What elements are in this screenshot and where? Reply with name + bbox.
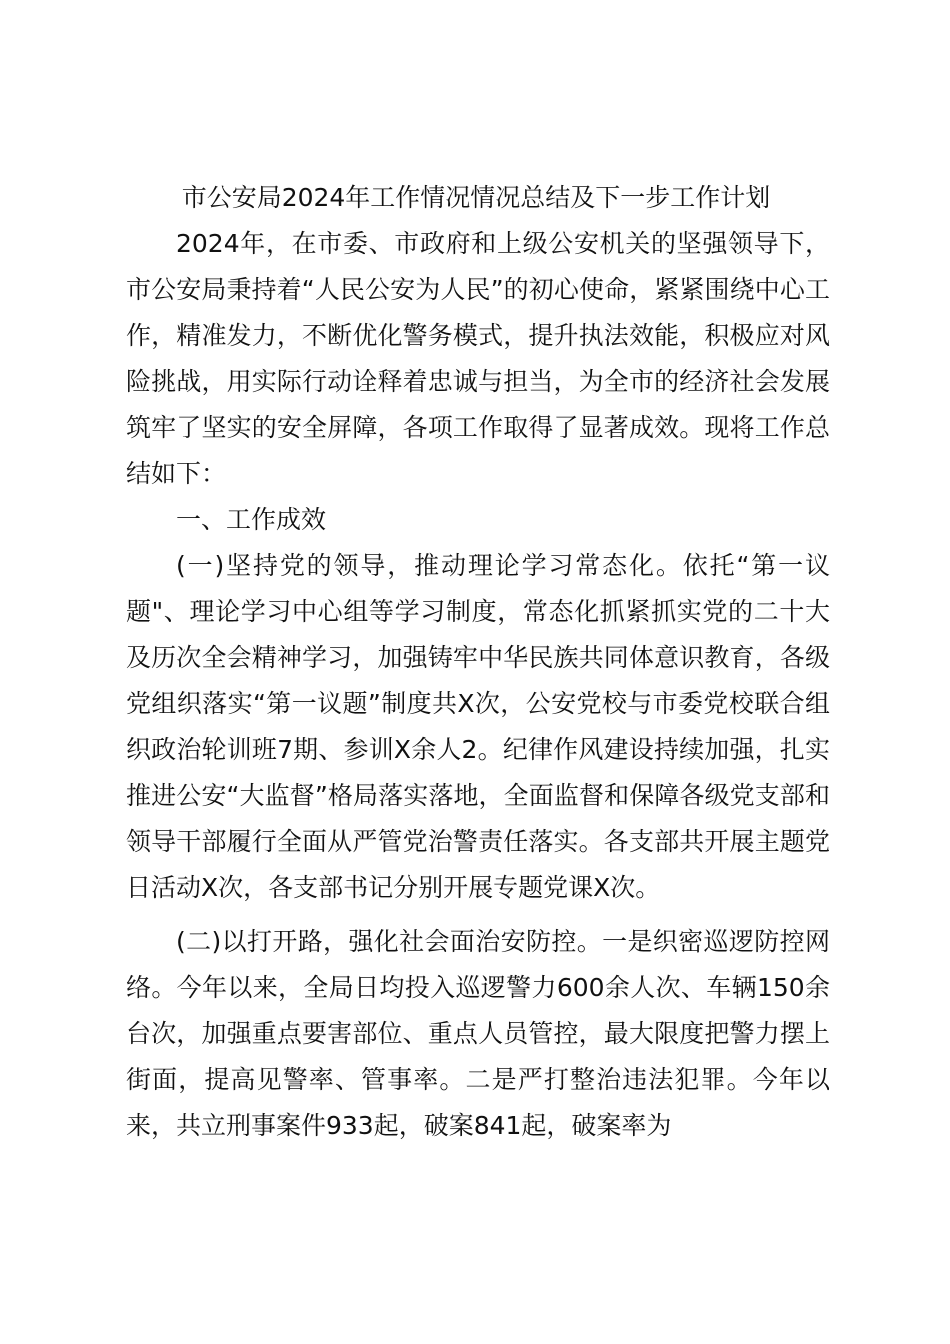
document-body <box>126 221 830 1149</box>
section-heading: 一、工作成效 <box>176 505 327 534</box>
body-paragraph: (二)以打开路，强化社会面治安防控。一是织密巡逻防控网络。今年以来，全局日均投入巡逻警力600余人次、车辆150余台次，加强重点要害部位、重点人员管控，最大限度把警力摆上街面，提高见警率、管事率。二是严打整治违法犯罪。今年以来，共立刑事案件933起，破案841起，破案率为 <box>126 927 830 1140</box>
body-paragraph: (一)坚持党的领导，推动理论学习常态化。依托“第一议题"、理论学习中心组等学习制度，常态化抓紧抓实党的二十大及历次全会精神学习，加强铸牢中华民族共同体意识教育，各级党组织落实“第一议题”制度共X次，公安党校与市委党校联合组织政治轮训班7期、参训X余人2。纪律作风建设持续加强，扎实推进公安“大监督”格局落实落地，全面监督和保障各级党支部和领导干部履行全面从严管党治警责任落实。各支部共开展主题党日活动X次，各支部书记分别开展专题党课X次。 <box>126 551 830 902</box>
intro-paragraph: 2024年，在市委、市政府和上级公安机关的坚强领导下，市公安局秉持着“人民公安为人民”的初心使命，紧紧围绕中心工作，精准发力，不断优化警务模式，提升执法效能，积极应对风险挑战，用实际行动诠释着忠诚与担当，为全市的经济社会发展筑牢了坚实的安全屏障，各项工作取得了显著成效。现将工作总结如下： <box>126 229 830 488</box>
document-title: 市公安局2024年工作情况情况总结及下一步工作计划 <box>181 183 771 212</box>
